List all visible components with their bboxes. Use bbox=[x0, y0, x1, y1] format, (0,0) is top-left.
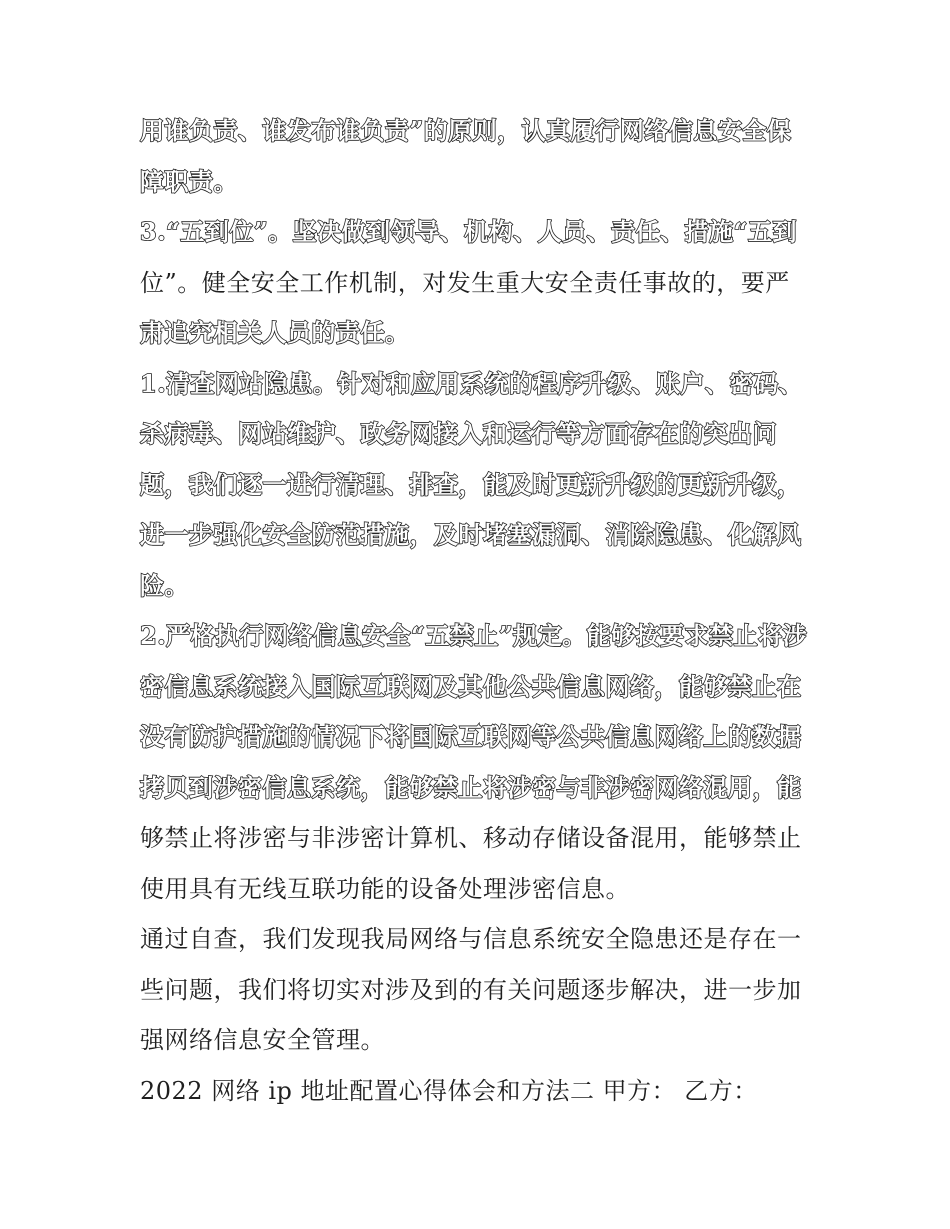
paragraph-five-in-place-tail: 肃追究相关人员的责任。 bbox=[140, 318, 410, 347]
paragraph-five-prohibitions-outlined: 2.严格执行网络信息安全“五禁止”规定。能够按要求禁止将涉 密信息系统接入国际互联网及其他公共信息网络，能够禁止在 没有防护措施的情况下将国际互联网等公共信息网络上的数据 拷贝到涉密信息系统，能够禁止将涉密与非涉密网络混用，能 bbox=[140, 621, 808, 802]
paragraph-self-inspection: 通过自查，我们发现我局网络与信息系统安全隐患还是存在一 些问题，我们将切实对涉及到的有关问题逐步解决，进一步加 强网络信息安全管理。 bbox=[140, 925, 802, 1054]
paragraph-website-hazards bbox=[140, 359, 820, 612]
document-body bbox=[140, 106, 820, 1116]
paragraph-five-in-place bbox=[140, 207, 820, 359]
paragraph-principle-text: 用谁负责、谁发布谁负责”的原则，认真履行网络信息安全保 障职责。 bbox=[140, 116, 792, 196]
paragraph-principle bbox=[140, 106, 820, 207]
paragraph-website-hazards-text: 1.清查网站隐患。针对和应用系统的程序升级、账户、密码、 杀病毒、网站维护、政务网接入和运行等方面存在的突出问 题，我们逐一进行清理、排查，能及时更新升级的更新升级， 进一步强化安全防范措施，及时堵塞漏洞、消除隐患、化解风 险。 bbox=[140, 368, 804, 600]
paragraph-five-prohibitions-plain: 够禁止将涉密与非涉密计算机、移动存储设备混用，能够禁止 使用具有无线互联功能的设备处理涉密信息。 bbox=[140, 824, 802, 903]
paragraph-five-prohibitions bbox=[140, 611, 820, 914]
paragraph-section-title: 2022 网络 ip 地址配置心得体会和方法二 甲方： 乙方： bbox=[140, 1076, 758, 1105]
paragraph-five-in-place-plain: 位”。健全安全工作机制，对发生重大安全责任事故的，要严 bbox=[140, 268, 790, 297]
paragraph-five-in-place-heading: 3.“五到位”。坚决做到领导、机构、人员、责任、措施“五到 bbox=[140, 217, 797, 246]
